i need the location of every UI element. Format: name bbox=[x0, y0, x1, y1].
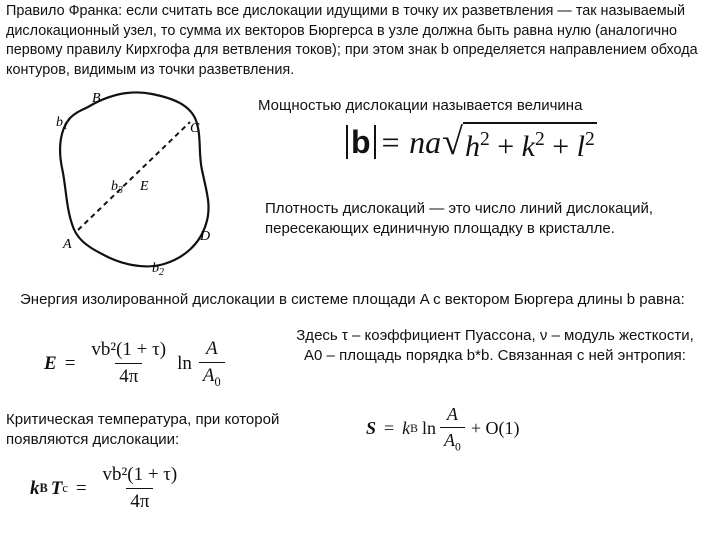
density-text: Плотность дислокаций — это число линий дислокаций, пересекающих единичную площадку в кристалле. bbox=[265, 200, 654, 237]
contour-loop bbox=[60, 93, 211, 267]
critical-formula: k B T c = $\frac{\text{vb²(1 + τ)}}{4\pi}$ bbox=[30, 464, 178, 512]
label-E: E bbox=[140, 179, 149, 194]
power-formula-lhs: b bbox=[346, 125, 376, 159]
note-text: Здесь τ – коэффициент Пуассона, ν – модуль жесткости, A0 – площадь порядка b*b. Связанная с ней энтропия: bbox=[296, 327, 694, 364]
entropy-formula: S = k B ln $\frac{A}{A_0}$ + O(1) bbox=[366, 404, 520, 454]
label-B: B bbox=[92, 91, 101, 106]
power-formula-eq: = na bbox=[379, 123, 442, 160]
power-label: Мощностью дислокации называется величина bbox=[258, 97, 583, 114]
label-C: C bbox=[190, 121, 200, 136]
dislocation-node-diagram bbox=[40, 82, 255, 282]
energy-formula: E = $\frac{\text{vb²(1 + τ)}}{4\pi}$ ln $\frac{A}{A_0}$ bbox=[44, 338, 229, 390]
power-formula bbox=[346, 120, 597, 164]
label-b3: $b_3$ bbox=[111, 179, 123, 196]
critical-text: Критическая температура, при которой появляются дислокации: bbox=[6, 411, 280, 448]
power-formula-radicand: $h^2 + k^2 + l^2$ bbox=[463, 122, 597, 163]
dashed-line-AC bbox=[78, 122, 190, 230]
energy-intro: Энергия изолированной дислокации в системе площади A с вектором Бюргера длины b равна: bbox=[20, 291, 685, 308]
label-D: D bbox=[200, 229, 211, 244]
frank-rule-paragraph: Правило Франка: если считать все дислокации идущими в точку их разветвления — так называемый дислокационный узел, то сумма их векторов Бюргерса в узле должна быть равна нулю (аналогично первому правилу Кирхгофа для ветвления токов); при этом знак b определяется направлением обхода контуров, видимым из точки разветвления. bbox=[6, 3, 698, 78]
sqrt-icon: √ bbox=[442, 121, 463, 163]
label-b2: $b_2$ bbox=[152, 261, 164, 278]
label-A: A bbox=[63, 237, 72, 252]
label-b1: $b_1$ bbox=[56, 115, 68, 132]
